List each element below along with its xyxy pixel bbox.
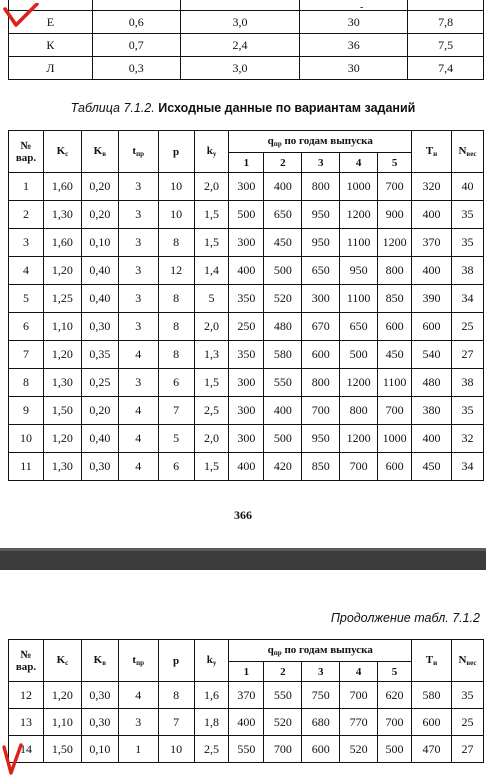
table-cell: 3 [118, 313, 158, 341]
header-kv-symbol: K [93, 654, 103, 666]
table-cell: 850 [378, 285, 412, 313]
table-cell: 390 [412, 285, 452, 313]
header-kv-symbol: K [93, 145, 103, 157]
table-cell: 3 [118, 257, 158, 285]
table-cell: 600 [302, 736, 340, 763]
table-cell: 2 [9, 201, 44, 229]
header-t-subscript: пр [136, 659, 145, 667]
table-cell: 3,0 [180, 57, 300, 80]
table-cell: 1200 [340, 201, 378, 229]
table-cell: 7,8 [408, 11, 484, 34]
header-kc-subscript: c [65, 150, 69, 158]
table-cell: 380 [412, 397, 452, 425]
table-row [9, 341, 484, 369]
header-num-word: вар. [15, 660, 37, 673]
table-row [9, 11, 484, 34]
table-cell: 32 [451, 425, 483, 453]
table-cell: 1,50 [43, 736, 81, 763]
table-cell: 27 [451, 736, 483, 763]
table-cell: 300 [229, 425, 264, 453]
table-cell: 0,40 [81, 257, 118, 285]
table-cell: 0,10 [81, 229, 118, 257]
table-cell: 400 [264, 173, 302, 201]
table-cell: 700 [302, 397, 340, 425]
table-cell: 3 [118, 369, 158, 397]
header-year: 1 [229, 153, 264, 173]
table-cell: 25 [451, 313, 483, 341]
table-cell: 2,5 [194, 736, 229, 763]
table-row [9, 453, 484, 481]
header-num-symbol: № [20, 648, 32, 661]
table-cell: 0,30 [81, 709, 118, 736]
header-ky [194, 640, 229, 682]
header-kv [81, 131, 118, 173]
table-cell: 800 [302, 173, 340, 201]
table-cell: 27 [451, 341, 483, 369]
table-cell: 0,20 [81, 201, 118, 229]
table-cell: 12 [9, 682, 44, 709]
table-cell: 580 [412, 682, 452, 709]
table-cell: 1200 [340, 425, 378, 453]
table-cell: 0,20 [81, 173, 118, 201]
table-cell: 450 [378, 341, 412, 369]
table-cell: 580 [264, 341, 302, 369]
table-body [9, 682, 484, 763]
table-row [9, 397, 484, 425]
table-cell: 800 [302, 369, 340, 397]
table-cell: 650 [264, 201, 302, 229]
table-cell: 300 [229, 397, 264, 425]
header-kv-subscript: в [102, 659, 106, 667]
table-cell: 1,30 [43, 453, 81, 481]
table-cell: 1,8 [194, 709, 229, 736]
table-cell: 1100 [378, 369, 412, 397]
table-cell: 14 [9, 736, 44, 763]
header-year: 3 [302, 153, 340, 173]
table-cell: 400 [229, 453, 264, 481]
table-cell: 34 [451, 285, 483, 313]
table-row [9, 425, 484, 453]
table-cell: 600 [302, 341, 340, 369]
table-cell: 400 [229, 709, 264, 736]
page-separator [0, 548, 486, 570]
header-p: p [158, 640, 194, 682]
table-cell: 350 [229, 341, 264, 369]
table-cell: 8 [158, 341, 194, 369]
table-cell: 300 [229, 229, 264, 257]
table-cell: 500 [378, 736, 412, 763]
header-q-symbol: q [267, 135, 274, 147]
table-cell: 13 [9, 709, 44, 736]
table-cell: 1,5 [194, 229, 229, 257]
table-cell [408, 0, 484, 11]
table-row [9, 285, 484, 313]
table-cell: 550 [264, 682, 302, 709]
table-cell: 35 [451, 229, 483, 257]
table-cell: 40 [451, 173, 483, 201]
table-cell: 0,25 [81, 369, 118, 397]
table-cell: 300 [229, 369, 264, 397]
table-cell: 34 [451, 453, 483, 481]
header-q-text: по годам выпуска [281, 644, 373, 656]
table-cell: 4 [118, 341, 158, 369]
header-kc [43, 640, 81, 682]
speck: - [360, 2, 364, 13]
header-ky [194, 131, 229, 173]
table-cell: 600 [412, 709, 452, 736]
caption-text: Исходные данные по вариантам заданий [158, 101, 416, 115]
table-cell: 300 [302, 285, 340, 313]
table-cell: 1,30 [43, 369, 81, 397]
table-row [9, 57, 484, 80]
table-cell: 520 [340, 736, 378, 763]
table-row [9, 173, 484, 201]
header-p: p [158, 131, 194, 173]
header-t-subscript: пр [136, 150, 145, 158]
header-year: 5 [378, 153, 412, 173]
header-n-symbol: N [458, 145, 467, 157]
table-cell: 7 [158, 397, 194, 425]
header-q-group [229, 131, 412, 153]
table-cell: 6 [158, 453, 194, 481]
table-cell: 4 [118, 682, 158, 709]
header-kc-symbol: K [56, 654, 66, 666]
header-kv [81, 640, 118, 682]
table-cell: Е [9, 11, 93, 34]
table-cell: 2,0 [194, 425, 229, 453]
header-q-subscript: пр [273, 140, 282, 148]
header-kc-symbol: K [56, 145, 66, 157]
table-cell: 750 [302, 682, 340, 709]
table-cell: 500 [264, 257, 302, 285]
header-q-symbol: q [267, 644, 274, 656]
table-cell: 520 [264, 709, 302, 736]
table-cell: 1100 [340, 285, 378, 313]
table-cell: 600 [412, 313, 452, 341]
table-cell: 620 [378, 682, 412, 709]
table-cell: 10 [158, 201, 194, 229]
table-cell: 2,4 [180, 34, 300, 57]
table-cell: 420 [264, 453, 302, 481]
header-q-group [229, 640, 412, 662]
table-cell: 500 [229, 201, 264, 229]
header-kv-subscript: в [102, 150, 106, 158]
header-tn-symbol: T [425, 145, 434, 157]
table-cell: 500 [340, 341, 378, 369]
table-cell: 400 [264, 397, 302, 425]
table-cell: 0,30 [81, 453, 118, 481]
table-cell: 250 [229, 313, 264, 341]
table-cell: 5 [158, 425, 194, 453]
header-tn-subscript: н [433, 659, 438, 667]
table-cell: 7,4 [408, 57, 484, 80]
table-cell: 1200 [378, 229, 412, 257]
variants-table-continued [8, 639, 484, 763]
table-cell: 350 [229, 285, 264, 313]
table-cell: 1,20 [43, 341, 81, 369]
table-cell: 950 [340, 257, 378, 285]
table-cell: 4 [118, 397, 158, 425]
header-n-subscript: вес [466, 659, 477, 667]
table-cell: 0,30 [81, 682, 118, 709]
table-header [9, 131, 484, 173]
continuation-caption: Продолжение табл. 7.1.2 [330, 611, 480, 625]
table-cell: 1,5 [194, 453, 229, 481]
table-cell: 8 [158, 285, 194, 313]
page-367 [0, 570, 486, 774]
header-variant-number [9, 131, 44, 173]
table-cell: 38 [451, 257, 483, 285]
table-cell: 10 [9, 425, 44, 453]
header-year: 5 [378, 662, 412, 682]
table-cell: 0,30 [81, 313, 118, 341]
table-cell [300, 0, 408, 11]
table-cell: 1,50 [43, 397, 81, 425]
header-t-symbol: t [132, 145, 137, 157]
table-cell: 35 [451, 201, 483, 229]
header-tn-subscript: н [433, 150, 438, 158]
header-t [118, 640, 158, 682]
table-row [9, 257, 484, 285]
table-row [9, 313, 484, 341]
table-cell: 1,60 [43, 229, 81, 257]
table-cell: 35 [451, 397, 483, 425]
table-cell: 1200 [340, 369, 378, 397]
header-ky-subscript: у [212, 150, 217, 158]
table-cell: 6 [9, 313, 44, 341]
table-cell: 480 [264, 313, 302, 341]
table-caption [0, 101, 486, 115]
table-cell: 320 [412, 173, 452, 201]
header-year: 4 [340, 662, 378, 682]
table-cell: 1 [118, 736, 158, 763]
table-cell: 11 [9, 453, 44, 481]
table-cell: 12 [158, 257, 194, 285]
table-cell: 36 [300, 34, 408, 57]
table-cell: 1100 [340, 229, 378, 257]
table-cell: 680 [302, 709, 340, 736]
header-n [451, 131, 483, 173]
table-cell: 25 [451, 709, 483, 736]
table-cell: 1000 [340, 173, 378, 201]
table-cell: 3 [9, 229, 44, 257]
table-cell: 400 [412, 425, 452, 453]
previous-table-fragment [8, 0, 484, 80]
table-cell: 950 [302, 229, 340, 257]
table-cell: 700 [378, 397, 412, 425]
table-cell: 1000 [378, 425, 412, 453]
table-cell: 300 [229, 173, 264, 201]
table-cell: 400 [229, 257, 264, 285]
table-cell: 1,20 [43, 425, 81, 453]
table-cell: 400 [412, 257, 452, 285]
table-cell: 1,25 [43, 285, 81, 313]
header-variant-number [9, 640, 44, 682]
table-cell: 2,0 [194, 173, 229, 201]
table-cell: 0,40 [81, 285, 118, 313]
table-cell [92, 0, 180, 11]
header-year: 4 [340, 153, 378, 173]
page-number: 366 [234, 508, 252, 522]
table-cell: 540 [412, 341, 452, 369]
table-cell: К [9, 34, 93, 57]
header-year: 2 [264, 662, 302, 682]
table-cell: 1,20 [43, 682, 81, 709]
header-kc-subscript: c [65, 659, 69, 667]
header-ky-symbol: k [206, 145, 213, 157]
table-cell: 2,5 [194, 397, 229, 425]
table-cell: 950 [302, 201, 340, 229]
table-cell: 9 [9, 397, 44, 425]
header-q-subscript: пр [273, 649, 282, 657]
table-cell: 370 [229, 682, 264, 709]
table-body [9, 173, 484, 481]
table-cell: 1,10 [43, 313, 81, 341]
header-tn-symbol: T [425, 654, 434, 666]
table-cell: 950 [302, 425, 340, 453]
table-cell: 3 [118, 285, 158, 313]
table-cell: 0,20 [81, 397, 118, 425]
table-cell: 0,7 [92, 34, 180, 57]
header-t-symbol: t [132, 654, 137, 666]
header-ky-subscript: у [212, 659, 217, 667]
table-cell: 1,60 [43, 173, 81, 201]
table-row [9, 709, 484, 736]
table-cell: 700 [340, 453, 378, 481]
table-cell: 8 [158, 229, 194, 257]
header-q-text: по годам выпуска [281, 135, 373, 147]
table-cell: 670 [302, 313, 340, 341]
table-cell: 0,6 [92, 11, 180, 34]
table-cell: 30 [300, 11, 408, 34]
table-cell: 3 [118, 709, 158, 736]
table-cell: 7 [158, 709, 194, 736]
table-cell: 7 [9, 341, 44, 369]
table-cell [180, 0, 300, 11]
table-cell: 700 [378, 173, 412, 201]
table-row [9, 369, 484, 397]
header-num-word: вар. [15, 151, 37, 164]
table-cell: 8 [158, 313, 194, 341]
header-num-symbol: № [20, 139, 32, 152]
table-cell: 0,40 [81, 425, 118, 453]
caption-prefix: Таблица 7.1.2. [70, 101, 155, 115]
header-tn [412, 640, 452, 682]
table-row [9, 736, 484, 763]
table-cell: 0,3 [92, 57, 180, 80]
table-row [9, 229, 484, 257]
table-cell: 400 [412, 201, 452, 229]
table-cell: 4 [9, 257, 44, 285]
table-cell: 700 [378, 709, 412, 736]
table-cell: 650 [340, 313, 378, 341]
table-row [9, 682, 484, 709]
table-cell: 3,0 [180, 11, 300, 34]
header-year: 2 [264, 153, 302, 173]
variants-table [8, 130, 484, 481]
table-cell: 600 [378, 453, 412, 481]
table-cell: 38 [451, 369, 483, 397]
table-cell: 900 [378, 201, 412, 229]
table-cell: 700 [340, 682, 378, 709]
table-row [9, 201, 484, 229]
table-cell: 520 [264, 285, 302, 313]
table-cell: 3 [118, 229, 158, 257]
table-cell: 4 [118, 453, 158, 481]
table-cell: 800 [378, 257, 412, 285]
table-row [9, 0, 484, 11]
header-year: 1 [229, 662, 264, 682]
table-cell: 7,5 [408, 34, 484, 57]
table-cell: 5 [194, 285, 229, 313]
table-cell: 5 [9, 285, 44, 313]
table-cell: 850 [302, 453, 340, 481]
table-cell: 0,10 [81, 736, 118, 763]
table-cell: 10 [158, 173, 194, 201]
table-cell: 3 [118, 173, 158, 201]
table-cell: 1,5 [194, 369, 229, 397]
header-n-subscript: вес [466, 150, 477, 158]
table-cell: 600 [378, 313, 412, 341]
table-cell: 35 [451, 682, 483, 709]
table-cell: 2,0 [194, 313, 229, 341]
table-cell: 770 [340, 709, 378, 736]
table-cell [9, 0, 93, 11]
header-year: 3 [302, 662, 340, 682]
header-n-symbol: N [458, 654, 467, 666]
table-cell: 10 [158, 736, 194, 763]
header-n [451, 640, 483, 682]
table-cell: 1,6 [194, 682, 229, 709]
table-cell: 550 [264, 369, 302, 397]
table-cell: 30 [300, 57, 408, 80]
table-cell: 650 [302, 257, 340, 285]
table-cell: 4 [118, 425, 158, 453]
table-cell: 8 [9, 369, 44, 397]
table-cell: Л [9, 57, 93, 80]
table-cell: 3 [118, 201, 158, 229]
table-cell: 480 [412, 369, 452, 397]
table-cell: 450 [264, 229, 302, 257]
table-cell: 8 [158, 682, 194, 709]
table-cell: 450 [412, 453, 452, 481]
table-header [9, 640, 484, 682]
table-row [9, 34, 484, 57]
table-cell: 500 [264, 425, 302, 453]
table-cell: 800 [340, 397, 378, 425]
table-cell: 6 [158, 369, 194, 397]
table-cell: 1,4 [194, 257, 229, 285]
header-ky-symbol: k [206, 654, 213, 666]
table-cell: 1,20 [43, 257, 81, 285]
table-cell: 0,35 [81, 341, 118, 369]
table-cell: 370 [412, 229, 452, 257]
header-kc [43, 131, 81, 173]
table-cell: 550 [229, 736, 264, 763]
table-cell: 1,3 [194, 341, 229, 369]
table-cell: 1,30 [43, 201, 81, 229]
table-cell: 700 [264, 736, 302, 763]
table-cell: 470 [412, 736, 452, 763]
table-cell: 1 [9, 173, 44, 201]
header-t [118, 131, 158, 173]
table-cell: 1,10 [43, 709, 81, 736]
table-cell: 1,5 [194, 201, 229, 229]
header-tn [412, 131, 452, 173]
